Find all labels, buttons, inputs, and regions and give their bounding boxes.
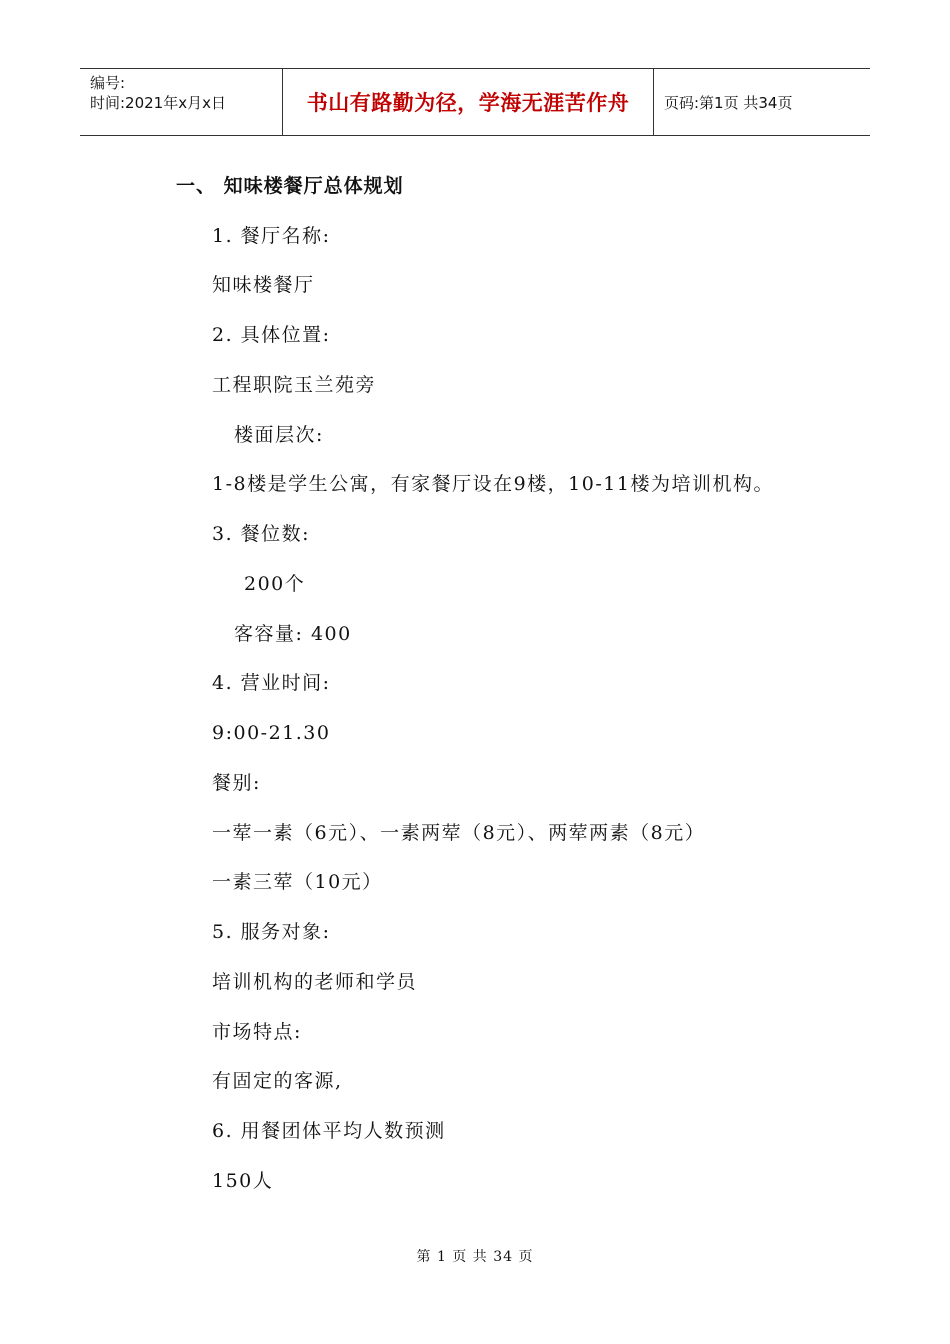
body-line: 200个: [244, 573, 306, 595]
header-page-cell: [654, 69, 870, 135]
header-motto-cell: [282, 69, 654, 135]
body-line: 1. 餐厅名称:: [212, 225, 331, 247]
body-line: 6. 用餐团体平均人数预测: [212, 1120, 446, 1142]
body-line: 市场特点:: [212, 1021, 302, 1043]
body-line: 培训机构的老师和学员: [212, 971, 418, 993]
header-page-label: 页码:第1页 共34页: [664, 93, 793, 112]
body-line: 1-8楼是学生公寓，有家餐厅设在9楼，10-11楼为培训机构。: [212, 473, 774, 495]
body-line: 5. 服务对象:: [212, 921, 331, 943]
body-line: 150人: [212, 1170, 274, 1192]
document-time-label: 时间:2021年x月x日: [90, 94, 226, 112]
body-line: 4. 营业时间:: [212, 672, 331, 694]
header-meta: [80, 69, 282, 135]
body-line: 9:00-21.30: [212, 722, 331, 744]
body-line: 有固定的客源,: [212, 1070, 343, 1092]
body-line: 3. 餐位数:: [212, 523, 311, 545]
document-number-label: 编号:: [90, 74, 126, 92]
body-line: 餐别:: [212, 772, 261, 794]
body-line: 2. 具体位置:: [212, 324, 331, 346]
header-motto: 书山有路勤为径，学海无涯苦作舟: [306, 91, 630, 115]
body-line: 客容量: 400: [234, 623, 352, 645]
body-line: 一素三荤（10元）: [212, 871, 383, 893]
page-header: [80, 68, 870, 136]
body-line: 楼面层次:: [234, 424, 324, 446]
section-title: 一、 知味楼餐厅总体规划: [176, 175, 404, 197]
page-footer: 第 1 页 共 34 页: [416, 1249, 534, 1265]
body-line: 一荤一素（6元）、一素两荤（8元）、两荤两素（8元）: [212, 822, 706, 844]
body-line: 知味楼餐厅: [212, 274, 315, 296]
body-line: 工程职院玉兰苑旁: [212, 374, 377, 396]
